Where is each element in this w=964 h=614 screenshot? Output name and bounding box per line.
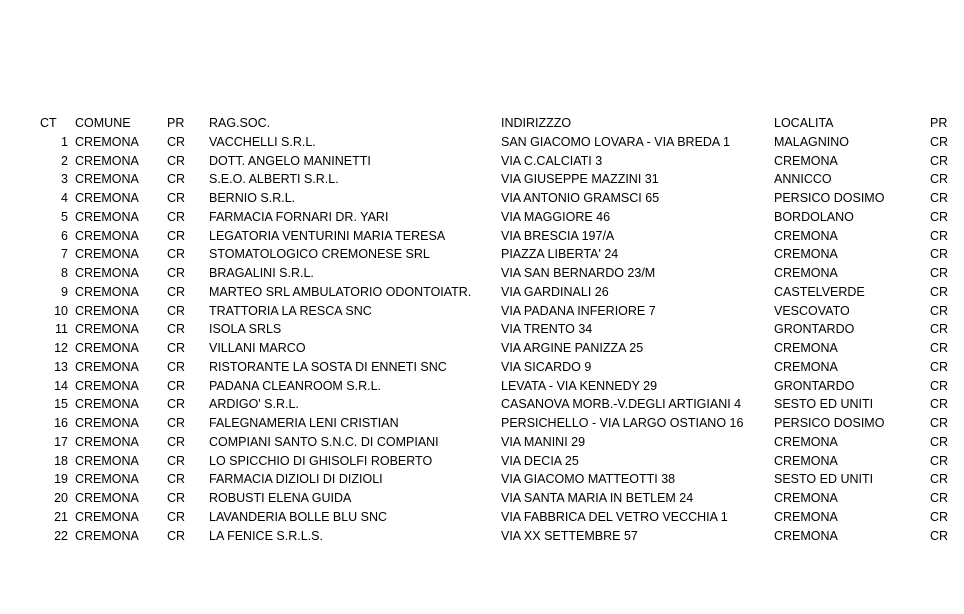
- table-row: [0, 152, 964, 171]
- cell-comune: CREMONA: [75, 247, 139, 262]
- spreadsheet-table: [0, 114, 964, 545]
- cell-ragsoc: FARMACIA DIZIOLI DI DIZIOLI: [209, 472, 383, 487]
- table-row: [0, 470, 964, 489]
- cell-localita: CREMONA: [774, 247, 838, 262]
- cell-localita: PERSICO DOSIMO: [774, 416, 885, 430]
- header-row: [0, 114, 964, 133]
- cell-comune: CREMONA: [75, 303, 139, 318]
- cell-ragsoc: ARDIGO' S.R.L.: [209, 397, 299, 412]
- cell-pr2: CR: [930, 397, 949, 412]
- cell-pr2: CR: [930, 134, 949, 149]
- cell-comune: CREMONA: [75, 378, 139, 393]
- cell-ct: 18: [54, 453, 68, 468]
- cell-ct: 17: [54, 434, 68, 449]
- cell-localita: CREMONA: [774, 359, 838, 374]
- header-indirizzo: INDIRIZZZO: [501, 116, 572, 130]
- cell-indirizzo: VIA SANTA MARIA IN BETLEM 24: [501, 491, 694, 505]
- cell-pr: CR: [167, 378, 186, 393]
- table-row: [0, 264, 964, 283]
- cell-indirizzo: CASANOVA MORB.-V.DEGLI ARTIGIANI 4: [501, 397, 742, 412]
- cell-comune: CREMONA: [75, 209, 139, 224]
- cell-pr2: CR: [930, 472, 949, 487]
- cell-comune: CREMONA: [75, 341, 139, 355]
- cell-localita: PERSICO DOSIMO: [774, 191, 885, 205]
- cell-comune: CREMONA: [75, 266, 139, 280]
- cell-localita: CREMONA: [774, 341, 838, 355]
- cell-ct: 2: [61, 153, 68, 168]
- table-row: [0, 170, 964, 189]
- cell-pr: CR: [167, 491, 186, 505]
- cell-pr: CR: [167, 341, 186, 355]
- cell-pr: CR: [167, 434, 186, 449]
- cell-comune: CREMONA: [75, 322, 139, 337]
- header-pr: PR: [167, 116, 185, 130]
- cell-ct: 4: [61, 191, 68, 205]
- cell-indirizzo: VIA C.CALCIATI 3: [501, 153, 603, 168]
- cell-indirizzo: VIA SAN BERNARDO 23/M: [501, 266, 656, 280]
- cell-ct: 8: [61, 266, 68, 280]
- table-row: [0, 133, 964, 152]
- cell-pr2: CR: [930, 266, 949, 280]
- cell-localita: GRONTARDO: [774, 322, 855, 337]
- cell-localita: CREMONA: [774, 153, 838, 168]
- header-comune: COMUNE: [75, 116, 131, 130]
- cell-comune: CREMONA: [75, 491, 139, 505]
- cell-pr2: CR: [930, 284, 949, 299]
- table-row: [0, 283, 964, 302]
- cell-indirizzo: VIA ARGINE PANIZZA 25: [501, 341, 644, 355]
- table-row: [0, 189, 964, 208]
- cell-indirizzo: PERSICHELLO - VIA LARGO OSTIANO 16: [501, 416, 744, 430]
- table-body: [0, 133, 964, 546]
- cell-pr: CR: [167, 247, 186, 262]
- cell-ragsoc: BERNIO S.R.L.: [209, 191, 296, 205]
- cell-pr2: CR: [930, 528, 949, 543]
- cell-ragsoc: ROBUSTI ELENA GUIDA: [209, 491, 352, 505]
- cell-ragsoc: STOMATOLOGICO CREMONESE SRL: [209, 247, 430, 262]
- cell-pr2: CR: [930, 491, 949, 505]
- cell-pr2: CR: [930, 153, 949, 168]
- cell-pr: CR: [167, 303, 186, 318]
- cell-pr: CR: [167, 209, 186, 224]
- cell-indirizzo: VIA PADANA INFERIORE 7: [501, 303, 656, 318]
- header-pr2: PR: [930, 116, 948, 130]
- cell-localita: SESTO ED UNITI: [774, 397, 874, 412]
- cell-pr: CR: [167, 472, 186, 487]
- cell-indirizzo: VIA ANTONIO GRAMSCI 65: [501, 191, 660, 205]
- cell-indirizzo: VIA XX SETTEMBRE 57: [501, 528, 638, 543]
- cell-pr: CR: [167, 397, 186, 412]
- cell-ragsoc: FALEGNAMERIA LENI CRISTIAN: [209, 416, 399, 430]
- cell-ragsoc: DOTT. ANGELO MANINETTI: [209, 153, 371, 168]
- cell-indirizzo: VIA MAGGIORE 46: [501, 209, 611, 224]
- cell-comune: CREMONA: [75, 228, 139, 243]
- header-localita: LOCALITA: [774, 116, 834, 130]
- cell-ragsoc: LO SPICCHIO DI GHISOLFI ROBERTO: [209, 453, 433, 468]
- cell-comune: CREMONA: [75, 528, 139, 543]
- cell-pr: CR: [167, 509, 186, 524]
- header-ragsoc: RAG.SOC.: [209, 116, 271, 130]
- cell-ct: 10: [54, 303, 68, 318]
- cell-comune: CREMONA: [75, 359, 139, 374]
- cell-comune: CREMONA: [75, 172, 139, 187]
- cell-indirizzo: VIA FABBRICA DEL VETRO VECCHIA 1: [501, 509, 728, 524]
- cell-pr2: CR: [930, 509, 949, 524]
- cell-comune: CREMONA: [75, 416, 139, 430]
- cell-ragsoc: LEGATORIA VENTURINI MARIA TERESA: [209, 228, 446, 243]
- cell-localita: ANNICCO: [774, 172, 832, 187]
- cell-pr2: CR: [930, 453, 949, 468]
- cell-ct: 3: [61, 172, 68, 187]
- cell-pr: CR: [167, 266, 186, 280]
- cell-ct: 16: [54, 416, 68, 430]
- cell-ct: 21: [54, 509, 68, 524]
- cell-comune: CREMONA: [75, 134, 139, 149]
- cell-pr2: CR: [930, 341, 949, 355]
- cell-ragsoc: LA FENICE S.R.L.S.: [209, 528, 323, 543]
- cell-comune: CREMONA: [75, 191, 139, 205]
- cell-comune: CREMONA: [75, 453, 139, 468]
- cell-comune: CREMONA: [75, 153, 139, 168]
- cell-localita: MALAGNINO: [774, 134, 850, 149]
- table-row: [0, 489, 964, 508]
- table-row: [0, 302, 964, 321]
- cell-pr2: CR: [930, 322, 949, 337]
- cell-pr2: CR: [930, 303, 949, 318]
- cell-ct: 13: [54, 359, 68, 374]
- cell-ragsoc: BRAGALINI S.R.L.: [209, 266, 314, 280]
- cell-pr2: CR: [930, 209, 949, 224]
- cell-localita: CREMONA: [774, 434, 838, 449]
- cell-indirizzo: VIA SICARDO 9: [501, 359, 592, 374]
- cell-comune: CREMONA: [75, 472, 139, 487]
- table-row: [0, 358, 964, 377]
- cell-ragsoc: FARMACIA FORNARI DR. YARI: [209, 209, 389, 224]
- cell-ragsoc: VILLANI MARCO: [209, 341, 306, 355]
- cell-pr: CR: [167, 453, 186, 468]
- cell-pr: CR: [167, 172, 186, 187]
- cell-pr2: CR: [930, 191, 949, 205]
- cell-ct: 14: [54, 378, 68, 393]
- cell-localita: CREMONA: [774, 453, 838, 468]
- table-row: [0, 395, 964, 414]
- cell-ragsoc: VACCHELLI S.R.L.: [209, 134, 316, 149]
- cell-pr: CR: [167, 284, 186, 299]
- cell-pr: CR: [167, 191, 186, 205]
- cell-comune: CREMONA: [75, 434, 139, 449]
- cell-localita: VESCOVATO: [774, 303, 850, 318]
- cell-ragsoc: MARTEO SRL AMBULATORIO ODONTOIATR.: [209, 284, 472, 299]
- cell-ct: 19: [54, 472, 68, 487]
- header-ct: CT: [40, 116, 57, 130]
- cell-comune: CREMONA: [75, 284, 139, 299]
- cell-indirizzo: LEVATA - VIA KENNEDY 29: [501, 378, 658, 393]
- cell-localita: CREMONA: [774, 528, 838, 543]
- cell-pr2: CR: [930, 247, 949, 262]
- cell-ragsoc: PADANA CLEANROOM S.R.L.: [209, 378, 382, 393]
- cell-ragsoc: TRATTORIA LA RESCA SNC: [209, 303, 372, 318]
- cell-indirizzo: SAN GIACOMO LOVARA - VIA BREDA 1: [501, 134, 731, 149]
- cell-pr: CR: [167, 416, 186, 430]
- cell-comune: CREMONA: [75, 509, 139, 524]
- cell-indirizzo: VIA MANINI 29: [501, 434, 586, 449]
- cell-indirizzo: VIA DECIA 25: [501, 453, 579, 468]
- cell-localita: CREMONA: [774, 509, 838, 524]
- cell-pr: CR: [167, 153, 186, 168]
- cell-pr2: CR: [930, 359, 949, 374]
- cell-ct: 7: [61, 247, 68, 262]
- cell-ct: 6: [61, 228, 68, 243]
- cell-pr: CR: [167, 134, 186, 149]
- cell-ragsoc: COMPIANI SANTO S.N.C. DI COMPIANI: [209, 434, 439, 449]
- cell-comune: CREMONA: [75, 397, 139, 412]
- cell-ragsoc: RISTORANTE LA SOSTA DI ENNETI SNC: [209, 359, 447, 374]
- cell-pr2: CR: [930, 228, 949, 243]
- table-row: [0, 245, 964, 264]
- cell-indirizzo: PIAZZA LIBERTA' 24: [501, 247, 619, 262]
- cell-indirizzo: VIA GARDINALI 26: [501, 284, 609, 299]
- cell-localita: BORDOLANO: [774, 209, 854, 224]
- cell-pr2: CR: [930, 172, 949, 187]
- cell-pr2: CR: [930, 416, 949, 430]
- cell-pr2: CR: [930, 378, 949, 393]
- cell-localita: GRONTARDO: [774, 378, 855, 393]
- cell-localita: CASTELVERDE: [774, 284, 865, 299]
- cell-pr: CR: [167, 228, 186, 243]
- cell-indirizzo: VIA BRESCIA 197/A: [501, 228, 615, 243]
- cell-ct: 12: [54, 341, 68, 355]
- cell-pr: CR: [167, 359, 186, 374]
- cell-ct: 15: [54, 397, 68, 412]
- cell-ct: 1: [61, 134, 68, 149]
- table-row: [0, 320, 964, 339]
- cell-pr: CR: [167, 528, 186, 543]
- cell-indirizzo: VIA GIUSEPPE MAZZINI 31: [501, 172, 659, 187]
- cell-ragsoc: LAVANDERIA BOLLE BLU SNC: [209, 509, 388, 524]
- cell-ragsoc: ISOLA SRLS: [209, 322, 282, 337]
- cell-ct: 20: [54, 491, 68, 505]
- cell-indirizzo: VIA GIACOMO MATTEOTTI 38: [501, 472, 676, 487]
- cell-ct: 9: [61, 284, 68, 299]
- table-row: [0, 227, 964, 246]
- table-row: [0, 377, 964, 396]
- table-row: [0, 452, 964, 471]
- cell-ragsoc: S.E.O. ALBERTI S.R.L.: [209, 172, 339, 187]
- cell-ct: 22: [54, 528, 68, 543]
- cell-localita: CREMONA: [774, 491, 838, 505]
- table-row: [0, 433, 964, 452]
- cell-localita: CREMONA: [774, 266, 838, 280]
- table-row: [0, 414, 964, 433]
- cell-pr: CR: [167, 322, 186, 337]
- table-row: [0, 339, 964, 358]
- cell-localita: SESTO ED UNITI: [774, 472, 874, 487]
- cell-localita: CREMONA: [774, 228, 838, 243]
- cell-pr2: CR: [930, 434, 949, 449]
- cell-ct: 11: [55, 322, 68, 337]
- table-row: [0, 527, 964, 546]
- cell-ct: 5: [61, 209, 68, 224]
- table-row: [0, 508, 964, 527]
- table-row: [0, 208, 964, 227]
- cell-indirizzo: VIA TRENTO 34: [501, 322, 593, 337]
